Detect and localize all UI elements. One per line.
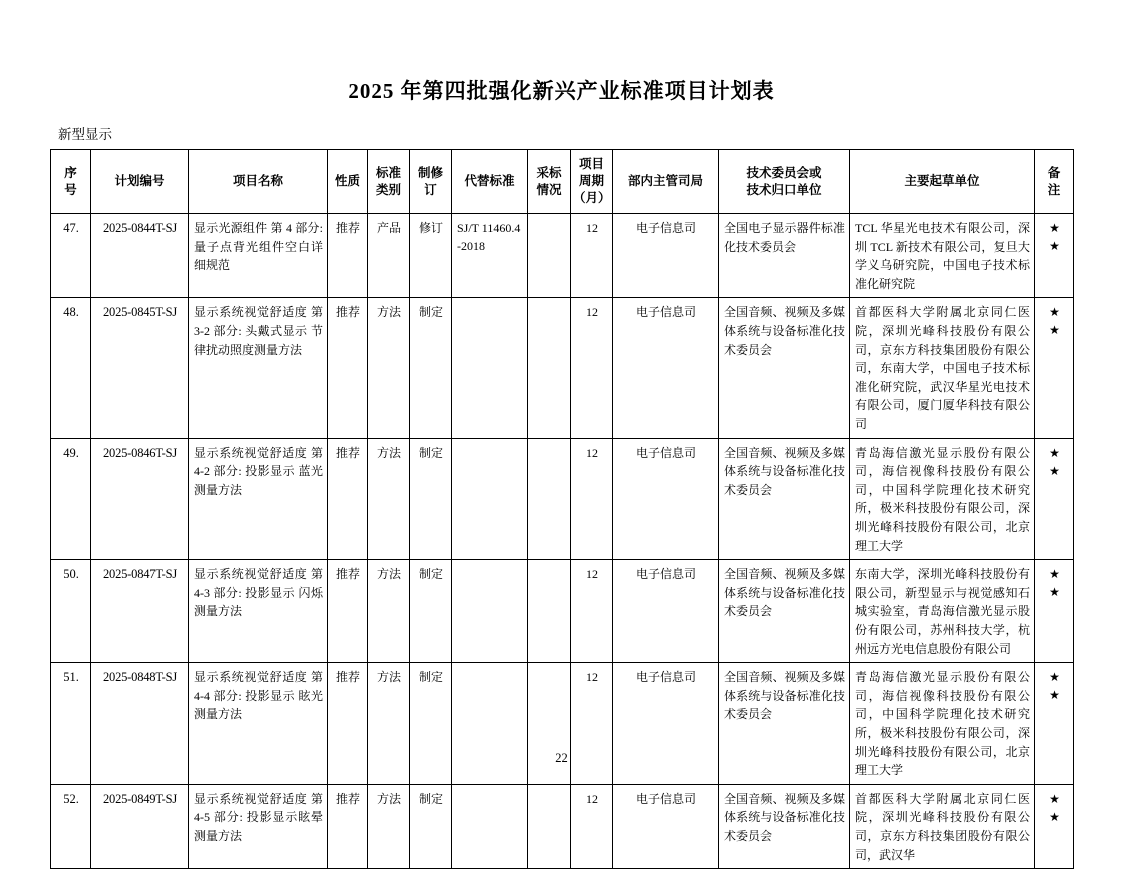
cell-replaced-standard: SJ/T 11460.4-2018 xyxy=(452,214,528,298)
cell-project-name: 显示系统视觉舒适度 第 3-2 部分: 头戴式显示 节律扰动照度测量方法 xyxy=(189,298,328,438)
star-icon: ★ xyxy=(1049,791,1060,806)
cell-seq: 49. xyxy=(51,438,91,560)
cell-project-name: 显示系统视觉舒适度 第 4-5 部分: 投影显示眩晕测量方法 xyxy=(189,784,328,868)
cell-revision: 制定 xyxy=(410,298,452,438)
table-row xyxy=(51,663,1074,785)
star-icon: ★ xyxy=(1049,239,1060,254)
star-icon: ★ xyxy=(1049,463,1060,478)
cell-department: 电子信息司 xyxy=(613,560,719,663)
cell-revision: 制定 xyxy=(410,438,452,560)
cell-nature: 推荐 xyxy=(328,438,368,560)
cell-note xyxy=(1035,560,1074,663)
cell-replaced-standard xyxy=(452,438,528,560)
cell-seq: 50. xyxy=(51,560,91,663)
star-icon: ★ xyxy=(1049,221,1060,236)
cell-period: 12 xyxy=(571,438,613,560)
table-row xyxy=(51,560,1074,663)
column-header-seq-line2: 号 xyxy=(64,182,77,197)
cell-adoption xyxy=(528,438,571,560)
cell-category: 方法 xyxy=(368,663,410,785)
cell-seq: 52. xyxy=(51,784,91,868)
column-header-adoption-line1: 采标 xyxy=(536,165,562,180)
cell-adoption xyxy=(528,560,571,663)
column-header-adoption xyxy=(528,150,571,214)
cell-tech-committee: 全国音频、视频及多媒体系统与设备标准化技术委员会 xyxy=(719,784,850,868)
cell-adoption xyxy=(528,784,571,868)
cell-code: 2025-0847T-SJ xyxy=(91,560,189,663)
table-row xyxy=(51,298,1074,438)
cell-nature: 推荐 xyxy=(328,214,368,298)
column-header-tech-committee-line1: 技术委员会或 xyxy=(746,165,822,180)
cell-department: 电子信息司 xyxy=(613,438,719,560)
table-row xyxy=(51,438,1074,560)
column-header-tech-committee-line2: 技术归口单位 xyxy=(746,182,822,197)
cell-replaced-standard xyxy=(452,784,528,868)
column-header-category xyxy=(368,150,410,214)
cell-note xyxy=(1035,784,1074,868)
cell-replaced-standard xyxy=(452,298,528,438)
column-header-tech-committee xyxy=(719,150,850,214)
cell-department: 电子信息司 xyxy=(613,214,719,298)
column-header-drafting-units: 主要起草单位 xyxy=(850,150,1035,214)
cell-note xyxy=(1035,438,1074,560)
cell-tech-committee: 全国音频、视频及多媒体系统与设备标准化技术委员会 xyxy=(719,438,850,560)
cell-tech-committee: 全国音频、视频及多媒体系统与设备标准化技术委员会 xyxy=(719,298,850,438)
star-icon: ★ xyxy=(1049,809,1060,824)
cell-seq: 48. xyxy=(51,298,91,438)
column-header-department: 部内主管司局 xyxy=(613,150,719,214)
star-icon: ★ xyxy=(1049,670,1060,685)
table-header-row xyxy=(51,150,1074,214)
cell-adoption xyxy=(528,214,571,298)
cell-tech-committee: 全国音频、视频及多媒体系统与设备标准化技术委员会 xyxy=(719,560,850,663)
cell-period: 12 xyxy=(571,784,613,868)
column-header-note xyxy=(1035,150,1074,214)
cell-department: 电子信息司 xyxy=(613,298,719,438)
cell-period: 12 xyxy=(571,298,613,438)
cell-seq: 51. xyxy=(51,663,91,785)
column-header-category-line2: 类别 xyxy=(375,182,401,197)
cell-replaced-standard xyxy=(452,663,528,785)
column-header-category-line1: 标准 xyxy=(375,165,401,180)
column-header-code: 计划编号 xyxy=(91,150,189,214)
cell-drafting-units: 青岛海信激光显示股份有限公司，海信视像科技股份有限公司，中国科学院理化技术研究所，极米科技股份有限公司，深圳光峰科技股份有限公司，北京理工大学 xyxy=(850,438,1035,560)
cell-category: 产品 xyxy=(368,214,410,298)
column-header-period-line2: 周期 xyxy=(578,174,604,189)
cell-seq: 47. xyxy=(51,214,91,298)
cell-category: 方法 xyxy=(368,784,410,868)
cell-project-name: 显示系统视觉舒适度 第 4-4 部分: 投影显示 眩光测量方法 xyxy=(189,663,328,785)
cell-drafting-units: 东南大学，深圳光峰科技股份有限公司，新型显示与视觉感知石城实验室，青岛海信激光显示股份有限公司，苏州科技大学，杭州远方光电信息股份有限公司 xyxy=(850,560,1035,663)
cell-note xyxy=(1035,214,1074,298)
table-body xyxy=(51,214,1074,869)
cell-code: 2025-0848T-SJ xyxy=(91,663,189,785)
column-header-adoption-line2: 情况 xyxy=(536,182,562,197)
cell-code: 2025-0844T-SJ xyxy=(91,214,189,298)
section-label: 新型显示 xyxy=(58,127,112,143)
cell-revision: 制定 xyxy=(410,663,452,785)
column-header-revision-line1: 制修 xyxy=(417,165,443,180)
cell-drafting-units: 首都医科大学附属北京同仁医院，深圳光峰科技股份有限公司，京东方科技集团股份有限公司，武汉华 xyxy=(850,784,1035,868)
column-header-nature: 性质 xyxy=(328,150,368,214)
column-header-replace: 代替标准 xyxy=(452,150,528,214)
cell-category: 方法 xyxy=(368,438,410,560)
star-icon: ★ xyxy=(1049,688,1060,703)
cell-period: 12 xyxy=(571,663,613,785)
column-header-period xyxy=(571,150,613,214)
cell-code: 2025-0845T-SJ xyxy=(91,298,189,438)
cell-tech-committee: 全国电子显示器件标准化技术委员会 xyxy=(719,214,850,298)
cell-project-name: 显示系统视觉舒适度 第 4-3 部分: 投影显示 闪烁测量方法 xyxy=(189,560,328,663)
column-header-seq-line1: 序 xyxy=(64,165,77,180)
cell-replaced-standard xyxy=(452,560,528,663)
cell-department: 电子信息司 xyxy=(613,663,719,785)
cell-department: 电子信息司 xyxy=(613,784,719,868)
cell-nature: 推荐 xyxy=(328,298,368,438)
cell-drafting-units: 青岛海信激光显示股份有限公司，海信视像科技股份有限公司，中国科学院理化技术研究所，极米科技股份有限公司，深圳光峰科技股份有限公司，北京理工大学 xyxy=(850,663,1035,785)
cell-period: 12 xyxy=(571,560,613,663)
cell-category: 方法 xyxy=(368,560,410,663)
cell-drafting-units: 首都医科大学附属北京同仁医院，深圳光峰科技股份有限公司，京东方科技集团股份有限公司，东南大学，中国电子技术标准化研究院，武汉华星光电技术有限公司，厦门厦华科技有限公司 xyxy=(850,298,1035,438)
cell-adoption xyxy=(528,298,571,438)
cell-project-name: 显示光源组件 第 4 部分: 量子点背光组件空白详细规范 xyxy=(189,214,328,298)
column-header-note-line2: 注 xyxy=(1047,182,1061,197)
column-header-name: 项目名称 xyxy=(189,150,328,214)
cell-adoption xyxy=(528,663,571,785)
cell-nature: 推荐 xyxy=(328,560,368,663)
table-row xyxy=(51,214,1074,298)
star-icon: ★ xyxy=(1049,585,1060,600)
star-icon: ★ xyxy=(1049,445,1060,460)
cell-tech-committee: 全国音频、视频及多媒体系统与设备标准化技术委员会 xyxy=(719,663,850,785)
cell-code: 2025-0846T-SJ xyxy=(91,438,189,560)
cell-revision: 制定 xyxy=(410,784,452,868)
column-header-period-line3: （月） xyxy=(573,191,611,206)
cell-category: 方法 xyxy=(368,298,410,438)
column-header-revision xyxy=(410,150,452,214)
cell-nature: 推荐 xyxy=(328,663,368,785)
cell-nature: 推荐 xyxy=(328,784,368,868)
cell-note xyxy=(1035,298,1074,438)
star-icon: ★ xyxy=(1049,305,1060,320)
cell-project-name: 显示系统视觉舒适度 第 4-2 部分: 投影显示 蓝光测量方法 xyxy=(189,438,328,560)
cell-note xyxy=(1035,663,1074,785)
star-icon: ★ xyxy=(1049,567,1060,582)
table-row xyxy=(51,784,1074,868)
star-icon: ★ xyxy=(1049,323,1060,338)
page-title: 2025 年第四批强化新兴产业标准项目计划表 xyxy=(348,79,775,103)
cell-code: 2025-0849T-SJ xyxy=(91,784,189,868)
page-number: 22 xyxy=(555,751,568,765)
cell-drafting-units: TCL 华星光电技术有限公司，深圳 TCL 新技术有限公司，复旦大学义乌研究院，中国电子技术标准化研究院 xyxy=(850,214,1035,298)
cell-revision: 修订 xyxy=(410,214,452,298)
column-header-note-line1: 备 xyxy=(1047,165,1061,180)
column-header-seq xyxy=(51,150,91,214)
cell-period: 12 xyxy=(571,214,613,298)
table-header xyxy=(51,150,1074,214)
column-header-period-line1: 项目 xyxy=(578,157,604,172)
column-header-revision-line2: 订 xyxy=(424,182,437,197)
cell-revision: 制定 xyxy=(410,560,452,663)
